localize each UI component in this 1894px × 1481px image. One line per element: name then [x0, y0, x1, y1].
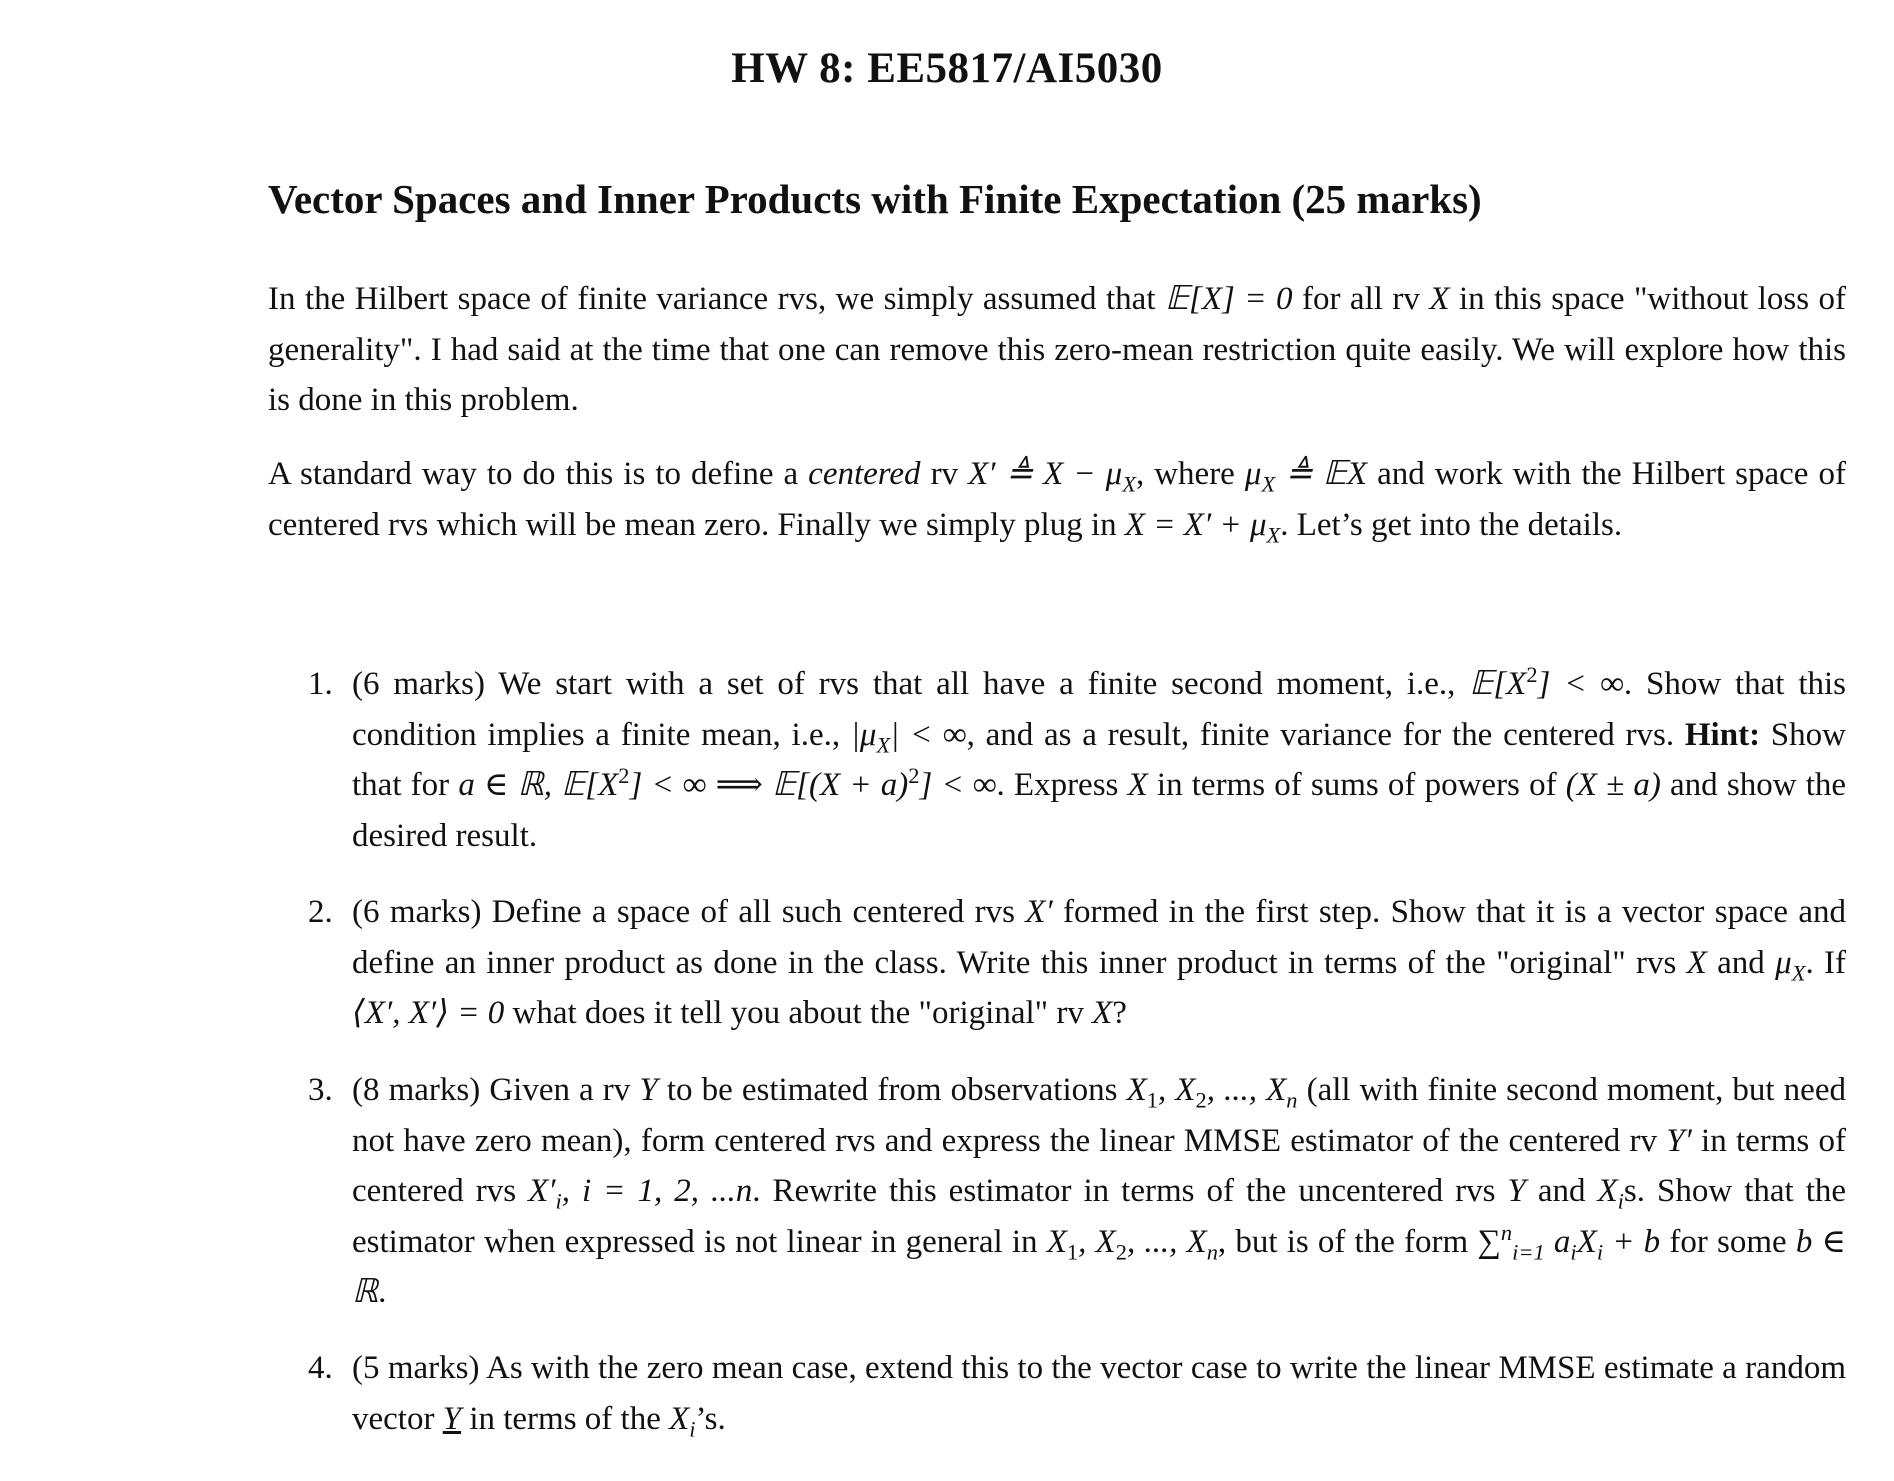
intro-paragraph-2: A standard way to do this is to define a centered rv X′ ≜ $X - \mu_X$, where $\mu_X$ ≜ 𝔼X and work with the Hilbert space of centered rvs which will be mean zero. Finally we simply plug in $X = X' + \mu_X$. Let’s get into the details.: [268, 456, 1846, 548]
hint-label: Hint:: [1684, 716, 1761, 753]
section-title: Vector Spaces and Inner Products with Finite Expectation (25 marks): [268, 176, 1482, 222]
vector-y: Y: [442, 1400, 462, 1437]
problem-number: 3.: [308, 1072, 333, 1108]
emphasis-centered: centered: [808, 456, 921, 492]
problem-number: 4.: [308, 1350, 333, 1386]
problem-text: (8 marks) Given a rv Y to be estimated from observations $X_1$, $X_2$, ..., $X_n$ (all with finite second moment, but need not have zero mean), form centered rvs and express the linear MMSE estimator of the centered rv Y′ in terms of centered rvs $X'_i$, i = 1, 2, ...n. Rewrite this estimator in terms of the uncentered rvs Y and $X_is$. Show that the estimator when expressed is not linear in general in $X_1$, $X_2$, ..., $X_n$, but is of the form ∑$^n_{i=1}$ $a_iX_i + b$ for some b ∈ ℝ.: [352, 1072, 1847, 1310]
problem-number: 2.: [308, 894, 333, 930]
document-title: HW 8: EE5817/AI5030: [731, 45, 1163, 92]
math-expectation-zero: 𝔼[X] = 0: [1164, 281, 1293, 317]
problem-text: (6 marks) Define a space of all such centered rvs X′ formed in the first step. Show that it is a vector space and define an inner product as done in the class. Write this inner product in terms of the "original" rvs X and $\mu_X$. If ⟨X′, X′⟩ = 0 what does it tell you about the "original" rv X?: [352, 894, 1847, 1031]
problem-text: (5 marks) As with the zero mean case, extend this to the vector case to write the linear MMSE estimate a random vector Y in terms of the $X_i’s$.: [352, 1350, 1846, 1442]
problem-text: (6 marks) We start with a set of rvs that all have a finite second moment, i.e., $𝔼[X^2]$ < ∞. Show that this condition implies a finite mean, i.e., $|\mu_X|$ < ∞, and as a result, finite variance for the centered rvs. Hint: Show that for a ∈ ℝ, $𝔼[X^2]$ < ∞ ⟹ 𝔼[(X + a)$^2$] < ∞. Express X in terms of sums of powers of (X ± a) and show the desired result.: [352, 662, 1847, 854]
intro-paragraph-1: In the Hilbert space of finite variance rvs, we simply assumed that 𝔼[X] = 0 for all rv X in this space "without loss of generality". I had said at the time that one can remove this zero-mean restriction quite easily. We will explore how this is done in this problem.: [268, 281, 1847, 418]
problem-number: 1.: [308, 666, 333, 702]
